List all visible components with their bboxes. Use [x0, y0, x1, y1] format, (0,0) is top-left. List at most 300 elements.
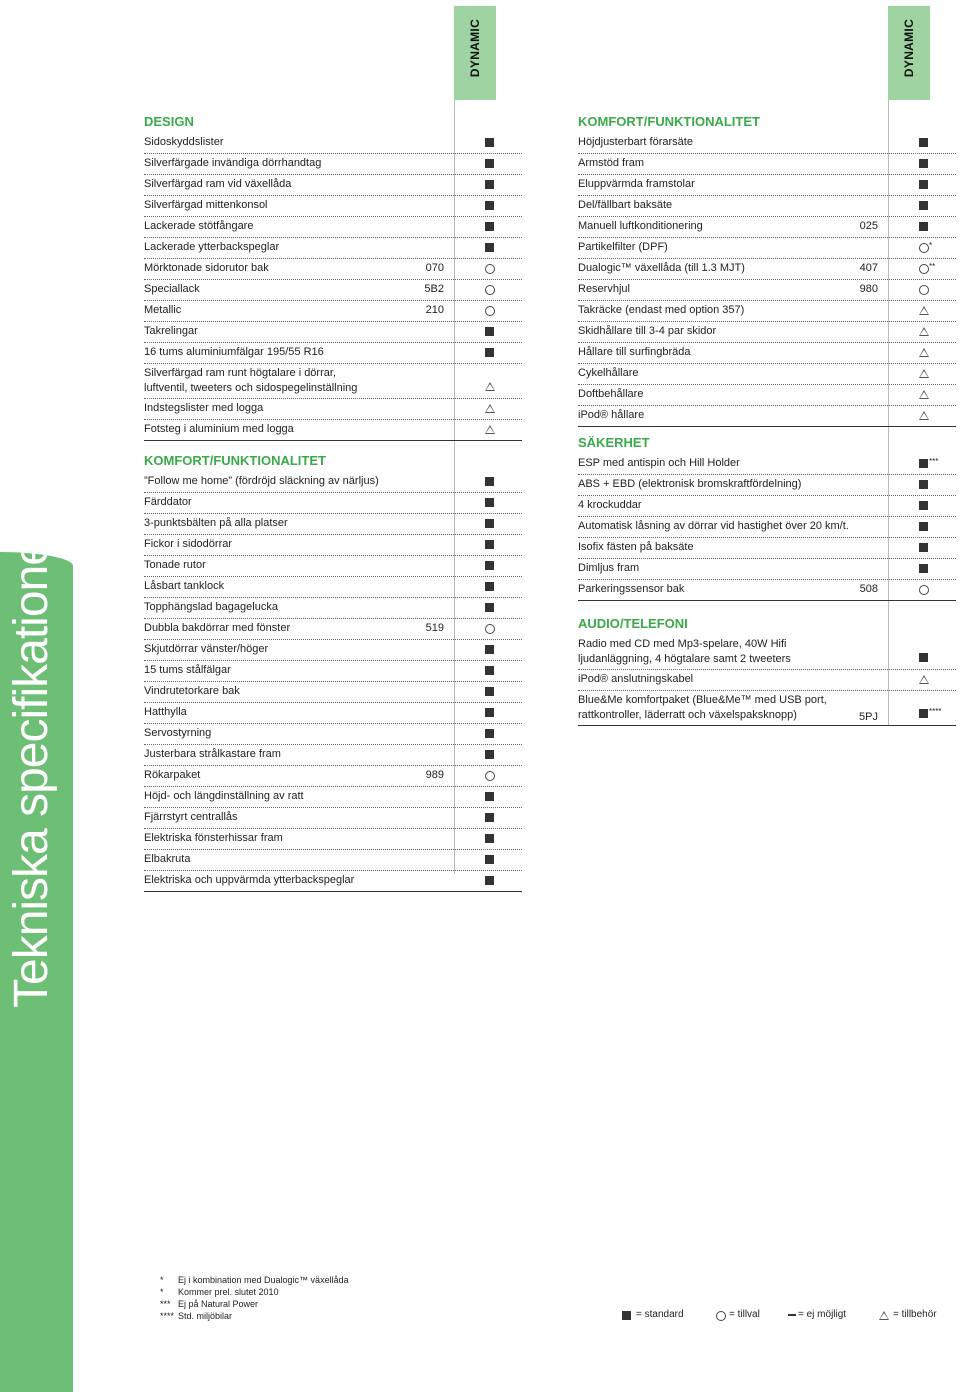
- spec-row: [144, 259, 522, 280]
- spec-label-line: Rökarpaket: [144, 769, 201, 781]
- option-circle-icon: [716, 1311, 726, 1321]
- spec-row: [144, 829, 522, 850]
- spec-label: [144, 871, 354, 890]
- spec-row: [578, 517, 956, 538]
- standard-square-icon: [485, 348, 494, 357]
- availability-cell: [482, 399, 498, 419]
- spec-label: [144, 217, 253, 236]
- section-title: KOMFORT/FUNKTIONALITET: [144, 453, 326, 468]
- accessory-triangle-icon: [879, 1311, 889, 1320]
- spec-label-line: Speciallack: [144, 283, 200, 295]
- availability-cell: [482, 640, 498, 660]
- spec-label-line: luftventil, tweeters och sidospegelinställning: [144, 382, 358, 394]
- spec-label-line: 4 krockuddar: [578, 499, 642, 511]
- spec-label: [144, 259, 269, 278]
- availability-cell: [482, 829, 498, 849]
- standard-square-icon: [919, 459, 928, 468]
- spec-label-line: Takräcke (endast med option 357): [578, 304, 745, 316]
- spec-row: [144, 322, 522, 343]
- section-sakerhet: [578, 432, 956, 601]
- spec-label-line: 16 tums aluminiumfälgar 195/55 R16: [144, 346, 324, 358]
- availability-cell: [916, 635, 932, 669]
- availability-cell: [916, 301, 932, 321]
- spec-label-line: Indstegslister med logga: [144, 402, 264, 414]
- availability-cell: [916, 454, 939, 474]
- spec-row: [578, 280, 956, 301]
- spec-row: [144, 399, 522, 420]
- standard-square-icon: [622, 1311, 631, 1320]
- availability-cell: [916, 238, 932, 258]
- spec-label: [144, 322, 198, 341]
- spec-row: [144, 577, 522, 598]
- spec-row: [144, 133, 522, 154]
- spec-label-line: Manuell luftkonditionering: [578, 220, 703, 232]
- column-header-left: [454, 6, 496, 100]
- section-audio: [578, 613, 956, 726]
- standard-square-icon: [919, 501, 928, 510]
- standard-square-icon: [485, 498, 494, 507]
- standard-square-icon: [919, 709, 928, 718]
- spec-row: [578, 175, 956, 196]
- standard-square-icon: [919, 543, 928, 552]
- column-header-label: DYNAMIC: [902, 18, 916, 78]
- accessory-triangle-icon: [485, 404, 495, 413]
- spec-label: [144, 175, 291, 194]
- availability-cell: [482, 871, 498, 891]
- spec-label: [578, 454, 740, 473]
- standard-square-icon: [919, 159, 928, 168]
- spec-label-line: Doftbehållare: [578, 388, 644, 400]
- section-title: DESIGN: [144, 114, 194, 129]
- dash-icon: [788, 1314, 796, 1316]
- spec-label: [578, 496, 642, 515]
- option-code: 508: [859, 583, 878, 595]
- standard-square-icon: [485, 813, 494, 822]
- side-title: Tekniska specifikationer: [5, 525, 58, 1008]
- spec-row: [144, 472, 522, 493]
- accessory-triangle-icon: [919, 675, 929, 684]
- availability-cell: [916, 196, 932, 216]
- spec-label: [144, 133, 223, 152]
- spec-label-line: Hållare till surfingbräda: [578, 346, 691, 358]
- spec-label: [578, 475, 801, 494]
- availability-cell: [482, 301, 498, 321]
- standard-square-icon: [485, 477, 494, 486]
- standard-square-icon: [485, 582, 494, 591]
- option-circle-icon: [919, 585, 929, 595]
- spec-label-line: Färddator: [144, 496, 192, 508]
- spec-row: [578, 454, 956, 475]
- spec-label-line: Dimljus fram: [578, 562, 640, 574]
- spec-label-line: Elektriska och uppvärmda ytterbackspeglar: [144, 874, 355, 886]
- section-title: KOMFORT/FUNKTIONALITET: [578, 114, 760, 129]
- spec-label: [144, 640, 268, 659]
- spec-row: [578, 538, 956, 559]
- availability-cell: [482, 787, 498, 807]
- standard-square-icon: [485, 687, 494, 696]
- spec-row: [144, 661, 522, 682]
- spec-label: [144, 556, 206, 575]
- spec-label: [578, 517, 849, 536]
- spec-row: [578, 385, 956, 406]
- availability-cell: [916, 517, 932, 537]
- spec-label: [578, 175, 695, 194]
- option-code: 5PJ: [859, 711, 878, 723]
- availability-cell: [482, 577, 498, 597]
- spec-row: [144, 871, 522, 892]
- spec-label-line: Blue&Me komfortpaket (Blue&Me™ med USB port,: [578, 694, 827, 706]
- spec-row: [144, 217, 522, 238]
- spec-label-line: Vindrutetorkare bak: [144, 685, 240, 697]
- accessory-triangle-icon: [485, 425, 495, 434]
- spec-label: [144, 661, 231, 680]
- standard-square-icon: [485, 750, 494, 759]
- spec-label: [578, 322, 716, 341]
- spec-row: [144, 154, 522, 175]
- spec-label-line: Eluppvärmda framstolar: [578, 178, 695, 190]
- availability-cell: [916, 475, 932, 495]
- spec-label-line: iPod® hållare: [578, 409, 645, 421]
- spec-label: [578, 343, 691, 362]
- spec-label: [578, 154, 644, 173]
- spec-label-line: Lackerade stötfångare: [144, 220, 254, 232]
- spec-label-line: Servostyrning: [144, 727, 212, 739]
- spec-label: [144, 238, 279, 257]
- standard-square-icon: [919, 180, 928, 189]
- availability-cell: [482, 724, 498, 744]
- spec-row: [144, 420, 522, 441]
- spec-row: [578, 496, 956, 517]
- spec-label: [578, 538, 694, 557]
- availability-cell: [482, 556, 498, 576]
- spec-label: [144, 535, 232, 554]
- spec-row: [578, 259, 956, 280]
- spec-row: [144, 493, 522, 514]
- spec-label: [144, 472, 379, 491]
- availability-cell: [482, 766, 498, 786]
- spec-label-line: ABS + EBD (elektronisk bromskraftfördelning): [578, 478, 802, 490]
- spec-label-line: Höjdjusterbart förarsäte: [578, 136, 693, 148]
- standard-square-icon: [485, 834, 494, 843]
- spec-label: [144, 787, 304, 806]
- availability-cell: [482, 514, 498, 534]
- standard-square-icon: [919, 222, 928, 231]
- spec-label: [144, 703, 187, 722]
- footnote: *** Ej på Natural Power: [160, 1299, 259, 1309]
- spec-row: [144, 196, 522, 217]
- spec-row: [578, 238, 956, 259]
- availability-cell: [916, 175, 932, 195]
- spec-row: [144, 556, 522, 577]
- spec-label: [578, 364, 639, 383]
- spec-row: [144, 619, 522, 640]
- option-code: 5B2: [424, 283, 444, 295]
- availability-cell: [482, 175, 498, 195]
- standard-square-icon: [919, 564, 928, 573]
- availability-cell: [482, 154, 498, 174]
- spec-label: [144, 619, 290, 638]
- legend-ej-mojligt: = ej möjligt: [798, 1309, 847, 1320]
- availability-cell: [916, 154, 932, 174]
- spec-label: [578, 670, 693, 689]
- availability-cell: [482, 259, 498, 279]
- spec-label-line: Silverfärgad mittenkonsol: [144, 199, 268, 211]
- standard-square-icon: [485, 138, 494, 147]
- spec-row: [578, 343, 956, 364]
- spec-row: [144, 850, 522, 871]
- availability-cell: [482, 196, 498, 216]
- spec-label-line: Silverfärgade invändiga dörrhandtag: [144, 157, 322, 169]
- spec-label-line: 3-punktsbälten på alla platser: [144, 517, 288, 529]
- availability-cell: [482, 343, 498, 363]
- spec-label-line: Sidoskyddslister: [144, 136, 224, 148]
- footnotes: [160, 1274, 349, 1322]
- accessory-triangle-icon: [919, 327, 929, 336]
- spec-label: [578, 406, 644, 425]
- spec-row: [144, 364, 522, 399]
- option-circle-icon: [485, 306, 495, 316]
- spec-row: [144, 682, 522, 703]
- standard-square-icon: [485, 180, 494, 189]
- accessory-triangle-icon: [485, 382, 495, 391]
- spec-label: [578, 301, 744, 320]
- spec-row: [144, 343, 522, 364]
- section-komfort-left: [144, 450, 522, 892]
- spec-row: [578, 635, 956, 670]
- option-code: 025: [859, 220, 878, 232]
- spec-label-line: Fotsteg i aluminium med logga: [144, 423, 294, 435]
- availability-cell: [916, 322, 932, 342]
- availability-cell: [482, 493, 498, 513]
- footnote: * Ej i kombination med Dualogic™ växellåda: [160, 1275, 349, 1285]
- spec-row: [144, 598, 522, 619]
- availability-cell: [916, 343, 932, 363]
- availability-cell: [916, 559, 932, 579]
- spec-label-line: Dualogic™ växellåda (till 1.3 MJT): [578, 262, 745, 274]
- option-circle-icon: [485, 771, 495, 781]
- standard-square-icon: [485, 519, 494, 528]
- spec-row: [144, 745, 522, 766]
- column-header-right: [888, 6, 930, 100]
- option-code: 989: [425, 769, 444, 781]
- availability-cell: [482, 238, 498, 258]
- spec-label-line: Justerbara strålkastare fram: [144, 748, 281, 760]
- spec-label: [578, 691, 827, 723]
- accessory-triangle-icon: [919, 390, 929, 399]
- spec-label: [144, 343, 324, 362]
- spec-row: [578, 133, 956, 154]
- spec-label: [578, 259, 745, 278]
- spec-row: [144, 703, 522, 724]
- availability-cell: [482, 808, 498, 828]
- spec-row: [578, 364, 956, 385]
- spec-label-line: Metallic: [144, 304, 182, 316]
- spec-label-line: Partikelfilter (DPF): [578, 241, 668, 253]
- standard-square-icon: [485, 855, 494, 864]
- spec-row: [144, 238, 522, 259]
- availability-cell: [482, 598, 498, 618]
- spec-label-line: 15 tums stålfälgar: [144, 664, 231, 676]
- column-header-label: DYNAMIC: [468, 18, 482, 78]
- spec-row: [578, 580, 956, 601]
- availability-cell: [482, 420, 498, 440]
- spec-label-line: Låsbart tanklock: [144, 580, 225, 592]
- spec-row: [578, 406, 956, 427]
- spec-row: [144, 640, 522, 661]
- availability-cell: [482, 472, 498, 492]
- footnote: * Kommer prel. slutet 2010: [160, 1287, 279, 1297]
- spec-row: [578, 475, 956, 496]
- availability-cell: [482, 364, 498, 398]
- spec-label-line: Del/fällbart baksäte: [578, 199, 673, 211]
- option-code: 407: [859, 262, 878, 274]
- option-circle-icon: [485, 264, 495, 274]
- option-circle-icon: [485, 285, 495, 295]
- availability-cell: [916, 364, 932, 384]
- accessory-triangle-icon: [919, 306, 929, 315]
- spec-label-line: Tonade rutor: [144, 559, 206, 571]
- spec-label-line: Parkeringssensor bak: [578, 583, 685, 595]
- availability-cell: [482, 322, 498, 342]
- spec-label-line: ”Follow me home” (fördröjd släckning av närljus): [144, 475, 379, 487]
- accessory-triangle-icon: [919, 348, 929, 357]
- spec-label-line: Skjutdörrar vänster/höger: [144, 643, 269, 655]
- spec-label-line: ESP med antispin och Hill Holder: [578, 457, 740, 469]
- spec-label: [144, 514, 288, 533]
- spec-row: [578, 322, 956, 343]
- availability-cell: [916, 385, 932, 405]
- footnote: **** Std. miljöbilar: [160, 1311, 233, 1321]
- accessory-triangle-icon: [919, 369, 929, 378]
- spec-label-line: Elbakruta: [144, 853, 191, 865]
- spec-label: [144, 364, 357, 396]
- option-circle-icon: [919, 243, 929, 253]
- standard-square-icon: [485, 666, 494, 675]
- spec-label-line: rattkontroller, läderratt och växelspaksknopp): [578, 709, 797, 721]
- spec-label-line: Hatthylla: [144, 706, 187, 718]
- spec-row: [578, 196, 956, 217]
- availability-cell: [482, 535, 498, 555]
- option-circle-icon: [919, 264, 929, 274]
- spec-label: [144, 808, 238, 827]
- section-design: [144, 111, 522, 441]
- availability-cell: [916, 280, 932, 300]
- availability-cell: [916, 406, 932, 426]
- spec-label: [144, 154, 321, 173]
- spec-label: [578, 280, 630, 299]
- option-code: 210: [425, 304, 444, 316]
- availability-cell: [916, 580, 932, 600]
- availability-cell: [482, 745, 498, 765]
- footnote-marker: *: [929, 241, 933, 250]
- option-circle-icon: [919, 285, 929, 295]
- standard-square-icon: [485, 243, 494, 252]
- spec-label-line: Höjd- och längdinställning av ratt: [144, 790, 304, 802]
- spec-label-line: ljudanläggning, 4 högtalare samt 2 tweeters: [578, 653, 791, 665]
- standard-square-icon: [919, 480, 928, 489]
- spec-label-line: Radio med CD med Mp3-spelare, 40W Hifi: [578, 638, 787, 650]
- spec-label: [578, 133, 693, 152]
- spec-row: [144, 724, 522, 745]
- option-code: 070: [425, 262, 444, 274]
- spec-row: [144, 787, 522, 808]
- spec-label: [578, 559, 639, 578]
- availability-cell: [916, 259, 936, 279]
- availability-cell: [482, 703, 498, 723]
- spec-label: [144, 577, 224, 596]
- standard-square-icon: [485, 645, 494, 654]
- spec-label-line: Topphängslad bagagelucka: [144, 601, 278, 613]
- option-circle-icon: [485, 624, 495, 634]
- spec-row: [578, 301, 956, 322]
- availability-cell: [916, 133, 932, 153]
- standard-square-icon: [485, 222, 494, 231]
- standard-square-icon: [485, 729, 494, 738]
- footnote-marker: **: [929, 262, 936, 271]
- spec-label: [144, 280, 200, 299]
- spec-row: [144, 808, 522, 829]
- standard-square-icon: [485, 876, 494, 885]
- spec-label: [578, 385, 643, 404]
- spec-label-line: Armstöd fram: [578, 157, 645, 169]
- availability-cell: [916, 670, 932, 690]
- spec-label-line: Isofix fästen på baksäte: [578, 541, 694, 553]
- spec-label-line: Takrelingar: [144, 325, 198, 337]
- availability-cell: [916, 217, 932, 237]
- spec-label-line: Skidhållare till 3-4 par skidor: [578, 325, 717, 337]
- standard-square-icon: [485, 327, 494, 336]
- availability-cell: [916, 496, 932, 516]
- standard-square-icon: [485, 201, 494, 210]
- spec-label-line: Elektriska fönsterhissar fram: [144, 832, 283, 844]
- spec-label: [144, 745, 281, 764]
- spec-label: [578, 635, 791, 667]
- spec-row: [578, 691, 956, 726]
- spec-label-line: iPod® anslutningskabel: [578, 673, 694, 685]
- option-code: 519: [425, 622, 444, 634]
- spec-label-line: Reservhjul: [578, 283, 630, 295]
- spec-label: [144, 301, 181, 320]
- standard-square-icon: [485, 603, 494, 612]
- spec-row: [578, 217, 956, 238]
- legend-tillval: = tillval: [729, 1309, 760, 1320]
- availability-cell: [482, 280, 498, 300]
- spec-label-line: Fjärrstyrt centrallås: [144, 811, 238, 823]
- spec-row: [144, 301, 522, 322]
- spec-label: [144, 682, 240, 701]
- spec-label: [578, 196, 672, 215]
- standard-square-icon: [485, 708, 494, 717]
- spec-row: [144, 280, 522, 301]
- standard-square-icon: [919, 653, 928, 662]
- spec-label-line: Lackerade ytterbackspeglar: [144, 241, 280, 253]
- spec-label: [144, 850, 190, 869]
- section-komfort-right: [578, 111, 956, 427]
- option-code: 980: [859, 283, 878, 295]
- spec-label-line: Fickor i sidodörrar: [144, 538, 233, 550]
- legend-tillbehor: = tillbehör: [893, 1309, 937, 1320]
- spec-label-line: Cykelhållare: [578, 367, 639, 379]
- spec-row: [144, 175, 522, 196]
- legend-standard: = standard: [636, 1309, 684, 1320]
- spec-label: [144, 724, 211, 743]
- spec-label: [578, 580, 684, 599]
- spec-label: [578, 217, 703, 236]
- spec-row: [578, 559, 956, 580]
- spec-label: [144, 829, 283, 848]
- spec-row: [144, 514, 522, 535]
- footnote-marker: ***: [929, 457, 939, 466]
